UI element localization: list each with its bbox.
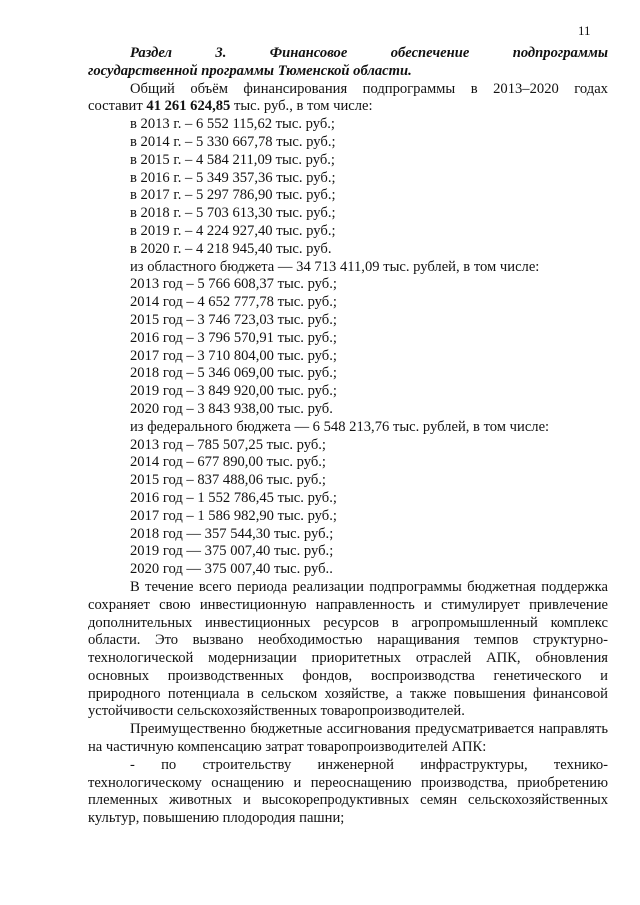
document-body <box>88 45 608 828</box>
intro-word: объём <box>190 80 228 97</box>
heading-word: обеспечение <box>390 45 470 61</box>
intro-pre: составит <box>88 98 147 115</box>
heading-word: Финансовое <box>269 45 348 61</box>
list-item: 2018 год — 357 544,30 тыс. руб.; <box>130 525 334 542</box>
federal-budget-list <box>88 437 608 579</box>
total-amount: 41 261 624,85 <box>146 98 231 115</box>
list-item: 2015 год – 837 488,06 тыс. руб.; <box>130 472 326 489</box>
list-item: 2019 год — 375 007,40 тыс. руб.; <box>130 543 334 560</box>
regional-budget-header: из областного бюджета — 34 713 411,09 тыс. рублей, в том числе: <box>130 258 540 275</box>
intro-word: 2013–2020 <box>493 80 559 97</box>
list-item: 2017 год – 3 710 804,00 тыс. руб.; <box>130 347 337 364</box>
intro-word: в <box>470 80 478 97</box>
list-item: в 2015 г. – 4 584 211,09 тыс. руб.; <box>130 151 335 168</box>
intro-word: годах <box>574 80 608 97</box>
list-item: 2016 год – 1 552 786,45 тыс. руб.; <box>130 489 337 506</box>
total-by-year-list <box>88 116 608 258</box>
list-item: 2019 год – 3 849 920,00 тыс. руб.; <box>130 383 337 400</box>
intro-word: финансирования <box>243 80 348 97</box>
list-item: в 2016 г. – 5 349 357,36 тыс. руб.; <box>130 169 336 186</box>
list-item: 2014 год – 677 890,00 тыс. руб.; <box>130 454 326 471</box>
list-item: 2015 год – 3 746 723,03 тыс. руб.; <box>130 311 337 328</box>
paragraph-allocations: Преимущественно бюджетные ассигнования предусматривается направлять на частичную компенсацию затрат товаропроизводителей АПК: <box>88 721 608 756</box>
heading-word: подпрограммы <box>512 45 608 61</box>
list-item: в 2013 г. – 6 552 115,62 тыс. руб.; <box>130 116 335 133</box>
heading-word: 3. <box>215 45 227 61</box>
list-item: в 2014 г. – 5 330 667,78 тыс. руб.; <box>130 133 336 150</box>
intro-post: тыс. руб., в том числе: <box>230 98 373 115</box>
list-item: 2018 год – 5 346 069,00 тыс. руб.; <box>130 365 337 382</box>
section-heading-line2: государственной программы Тюменской области. <box>88 62 412 79</box>
paragraph-budget-support: В течение всего периода реализации подпрограммы бюджетная поддержка сохраняет свою инвестиционную направленность и стимулирует привлечение дополнительных инвестиционных ресурсов в агропромышленный комплекс области. Это вызвано необходимостью наращивания темпов структурно-технологической модернизации приоритетных отраслей АПК, обновления основных производственных фондов, воспроизводства генетического и природного потенциала в сельском хозяйстве, а также повышения финансовой устойчивости сельскохозяйственных товаропроизводителей. <box>88 578 608 720</box>
list-item: в 2019 г. – 4 224 927,40 тыс. руб.; <box>130 222 336 239</box>
intro-line2 <box>88 98 608 116</box>
list-item: в 2020 г. – 4 218 945,40 тыс. руб. <box>130 240 332 257</box>
list-item: 2017 год – 1 586 982,90 тыс. руб.; <box>130 507 337 524</box>
list-item: 2016 год – 3 796 570,91 тыс. руб.; <box>130 329 337 346</box>
paragraph-bullet-construction: - по строительству инженерной инфраструктуры, технико-технологическому оснащению и переоснащению производства, приобретению племенных животных и высокорепродуктивных семян сельскохозяйственных культур, повышению плодородия пашни; <box>88 756 608 827</box>
section-heading-line1 <box>88 45 608 63</box>
list-item: 2014 год – 4 652 777,78 тыс. руб.; <box>130 294 337 311</box>
list-item: 2013 год – 785 507,25 тыс. руб.; <box>130 436 326 453</box>
page-number: 11 <box>578 23 591 38</box>
list-item: 2020 год — 375 007,40 тыс. руб.. <box>130 561 333 578</box>
federal-budget-header: из федерального бюджета — 6 548 213,76 тыс. рублей, в том числе: <box>130 418 550 435</box>
intro-word: подпрограммы <box>362 80 456 97</box>
list-item: в 2018 г. – 5 703 613,30 тыс. руб.; <box>130 205 336 222</box>
list-item: в 2017 г. – 5 297 786,90 тыс. руб.; <box>130 187 336 204</box>
list-item: 2020 год – 3 843 938,00 тыс. руб. <box>130 400 333 417</box>
list-item: 2013 год – 5 766 608,37 тыс. руб.; <box>130 276 337 293</box>
regional-budget-list <box>88 276 608 418</box>
intro-word: Общий <box>130 80 175 97</box>
intro-line1 <box>88 81 608 99</box>
heading-word: Раздел <box>130 45 172 61</box>
